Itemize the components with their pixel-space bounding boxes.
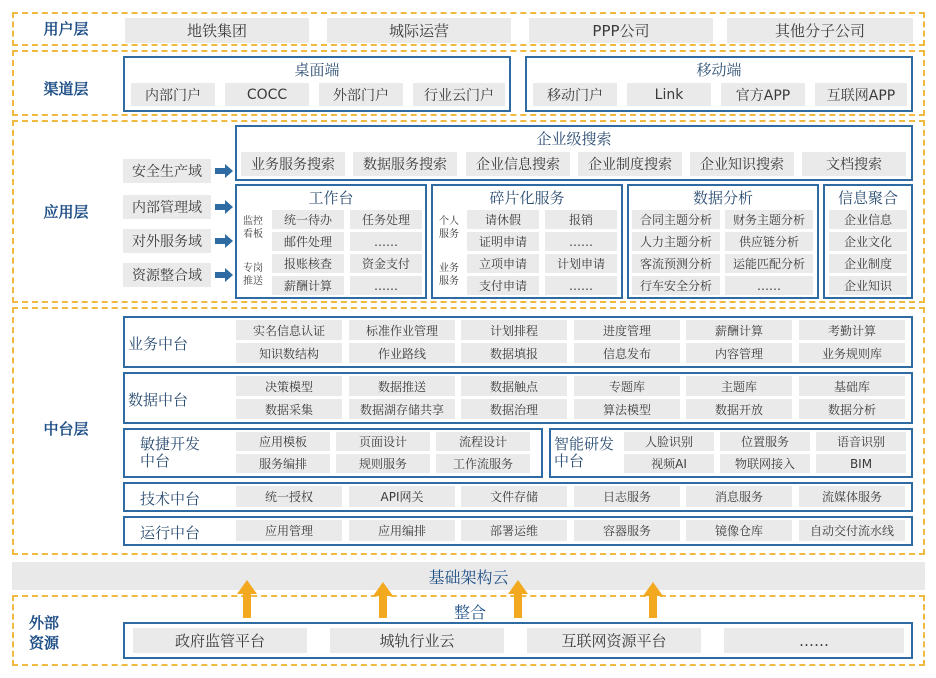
fragment-tag-personal: 个人服务 — [439, 216, 459, 240]
arrow-right-icon — [215, 268, 233, 282]
domain-internal-management: 内部管理域 — [123, 195, 211, 219]
service-item: 应用管理 — [236, 520, 342, 541]
workbench-reimburse-check: 报账核查 — [272, 254, 344, 273]
service-item: 实名信息认证 — [236, 320, 342, 340]
service-item: 主题库 — [686, 376, 792, 396]
fragment-project-apply: 立项申请 — [467, 254, 539, 273]
middle-layer-label: 中台层 — [43, 420, 89, 438]
fragment-more-2: …… — [545, 276, 617, 295]
tech-middle-title: 技术中台 — [140, 490, 201, 508]
external-internet-platform: 互联网资源平台 — [527, 628, 701, 653]
fragment-reimburse: 报销 — [545, 210, 617, 229]
upload-arrows — [0, 576, 936, 620]
workbench-salary-calc: 薪酬计算 — [272, 276, 344, 295]
aggregation-enterprise-info: 企业信息 — [829, 210, 907, 229]
arrow-up-icon — [237, 580, 257, 618]
aggregation-enterprise-culture: 企业文化 — [829, 232, 907, 251]
service-item: 数据触点 — [461, 376, 567, 396]
mobile-title: 移动端 — [696, 61, 742, 79]
user-metro-group: 地铁集团 — [125, 18, 309, 43]
service-item: 应用编排 — [349, 520, 455, 541]
workbench-tag-push: 专岗推送 — [243, 263, 263, 287]
service-item: 考勤计算 — [799, 320, 905, 340]
service-item: 自动交付流水线 — [799, 520, 905, 541]
infrastructure-cloud: 基础架构云 — [12, 562, 925, 590]
fragment-plan-apply: 计划申请 — [545, 254, 617, 273]
analysis-finance: 财务主题分析 — [725, 210, 813, 229]
service-item: 薪酬计算 — [686, 320, 792, 340]
service-item: 进度管理 — [574, 320, 680, 340]
analysis-passenger-forecast: 客流预测分析 — [632, 254, 720, 273]
ops-middle-title: 运行中台 — [140, 524, 201, 542]
analysis-more: …… — [725, 276, 813, 295]
service-item: 基础库 — [799, 376, 905, 396]
workbench-more-2: …… — [350, 276, 422, 295]
user-intercity-ops: 城际运营 — [327, 18, 511, 43]
external-layer-label: 外部资源 — [28, 614, 59, 652]
external-rail-industry-cloud: 城轨行业云 — [330, 628, 504, 653]
desktop-external-portal: 外部门户 — [319, 83, 403, 106]
integrate-label: 整合 — [453, 603, 486, 622]
agile-middle-title: 敏捷开发中台 — [140, 435, 201, 470]
arrow-right-icon — [215, 200, 233, 214]
user-other-subsidiaries: 其他分子公司 — [727, 18, 913, 43]
service-item: 数据采集 — [236, 399, 342, 419]
desktop-industry-cloud-portal: 行业云门户 — [413, 83, 505, 106]
service-item: 数据推送 — [349, 376, 455, 396]
service-item: 消息服务 — [686, 486, 792, 507]
domain-resource-integration: 资源整合域 — [123, 263, 211, 287]
analysis-supply-chain: 供应链分析 — [725, 232, 813, 251]
mobile-link: Link — [627, 83, 711, 106]
service-item: 日志服务 — [574, 486, 680, 507]
user-layer-label: 用户层 — [43, 20, 89, 38]
desktop-internal-portal: 内部门户 — [131, 83, 215, 106]
arrow-right-icon — [215, 234, 233, 248]
search-data-service: 数据服务搜索 — [353, 152, 457, 176]
mobile-internet-app: 互联网APP — [815, 83, 907, 106]
desktop-title: 桌面端 — [294, 61, 340, 79]
service-item: 数据填报 — [461, 343, 567, 363]
service-item: 工作流服务 — [436, 454, 530, 473]
service-item: 视频AI — [624, 454, 714, 473]
domain-arrows — [211, 150, 237, 295]
aggregation-title: 信息聚合 — [837, 189, 898, 207]
intelligent-middle-title: 智能研发中台 — [554, 435, 615, 470]
analysis-hr: 人力主题分析 — [632, 232, 720, 251]
service-item: 容器服务 — [574, 520, 680, 541]
analysis-capacity-match: 运能匹配分析 — [725, 254, 813, 273]
service-item: 专题库 — [574, 376, 680, 396]
service-item: 数据治理 — [461, 399, 567, 419]
service-item: 部署运维 — [461, 520, 567, 541]
search-enterprise-info: 企业信息搜索 — [466, 152, 570, 176]
workbench-title: 工作台 — [308, 189, 354, 207]
arrow-right-icon — [215, 164, 233, 178]
service-item: 决策模型 — [236, 376, 342, 396]
workbench-unified-todo: 统一待办 — [272, 210, 344, 229]
business-middle-title: 业务中台 — [128, 335, 189, 353]
service-item: 应用模板 — [236, 432, 330, 451]
search-business-service: 业务服务搜索 — [241, 152, 345, 176]
workbench-mail: 邮件处理 — [272, 232, 344, 251]
service-item: 镜像仓库 — [686, 520, 792, 541]
analysis-contract: 合同主题分析 — [632, 210, 720, 229]
service-item: 计划排程 — [461, 320, 567, 340]
fragment-leave: 请休假 — [467, 210, 539, 229]
workbench-fund-payment: 资金支付 — [350, 254, 422, 273]
service-item: 内容管理 — [686, 343, 792, 363]
service-item: 页面设计 — [336, 432, 430, 451]
analysis-title: 数据分析 — [692, 189, 753, 207]
arrow-up-icon — [508, 580, 528, 618]
arrow-up-icon — [373, 582, 393, 618]
fragment-title: 碎片化服务 — [489, 189, 565, 207]
service-item: BIM — [816, 454, 906, 473]
fragment-more-1: …… — [545, 232, 617, 251]
service-item: 作业路线 — [349, 343, 455, 363]
service-item: 流程设计 — [436, 432, 530, 451]
service-item: 信息发布 — [574, 343, 680, 363]
app-layer-label: 应用层 — [43, 203, 89, 221]
mobile-portal: 移动门户 — [533, 83, 617, 106]
workbench-tag-monitor: 监控看板 — [243, 216, 263, 240]
arrow-up-icon — [643, 582, 663, 618]
workbench-more-1: …… — [350, 232, 422, 251]
service-item: 统一授权 — [236, 486, 342, 507]
mobile-official-app: 官方APP — [721, 83, 805, 106]
service-item: 人脸识别 — [624, 432, 714, 451]
external-gov-platform: 政府监管平台 — [133, 628, 307, 653]
service-item: 知识数结构 — [236, 343, 342, 363]
service-item: API网关 — [349, 486, 455, 507]
data-middle-title: 数据中台 — [128, 391, 189, 409]
fragment-tag-business: 业务服务 — [439, 263, 459, 287]
fragment-payment-apply: 支付申请 — [467, 276, 539, 295]
service-item: 位置服务 — [720, 432, 810, 451]
user-ppp-company: PPP公司 — [529, 18, 713, 43]
aggregation-enterprise-policy: 企业制度 — [829, 254, 907, 273]
service-item: 服务编排 — [236, 454, 330, 473]
desktop-cocc: COCC — [225, 83, 309, 106]
service-item: 文件存储 — [461, 486, 567, 507]
service-item: 业务规则库 — [799, 343, 905, 363]
channel-layer-label: 渠道层 — [43, 80, 89, 98]
service-item: 算法模型 — [574, 399, 680, 419]
service-item: 数据分析 — [799, 399, 905, 419]
service-item: 规则服务 — [336, 454, 430, 473]
search-enterprise-policy: 企业制度搜索 — [578, 152, 682, 176]
service-item: 语音识别 — [816, 432, 906, 451]
analysis-driving-safety: 行车安全分析 — [632, 276, 720, 295]
domain-external-service: 对外服务域 — [123, 229, 211, 253]
search-enterprise-knowledge: 企业知识搜索 — [690, 152, 794, 176]
external-more: …… — [724, 628, 904, 653]
enterprise-search-title: 企业级搜索 — [536, 130, 612, 148]
service-item: 流媒体服务 — [799, 486, 905, 507]
service-item: 数据开放 — [686, 399, 792, 419]
domain-safety-production: 安全生产域 — [123, 159, 211, 183]
service-item: 物联网接入 — [720, 454, 810, 473]
service-item: 数据湖存储共享 — [349, 399, 455, 419]
search-documents: 文档搜索 — [802, 152, 906, 176]
fragment-certificate: 证明申请 — [467, 232, 539, 251]
workbench-task-handling: 任务处理 — [350, 210, 422, 229]
service-item: 标准作业管理 — [349, 320, 455, 340]
aggregation-enterprise-knowledge: 企业知识 — [829, 276, 907, 295]
